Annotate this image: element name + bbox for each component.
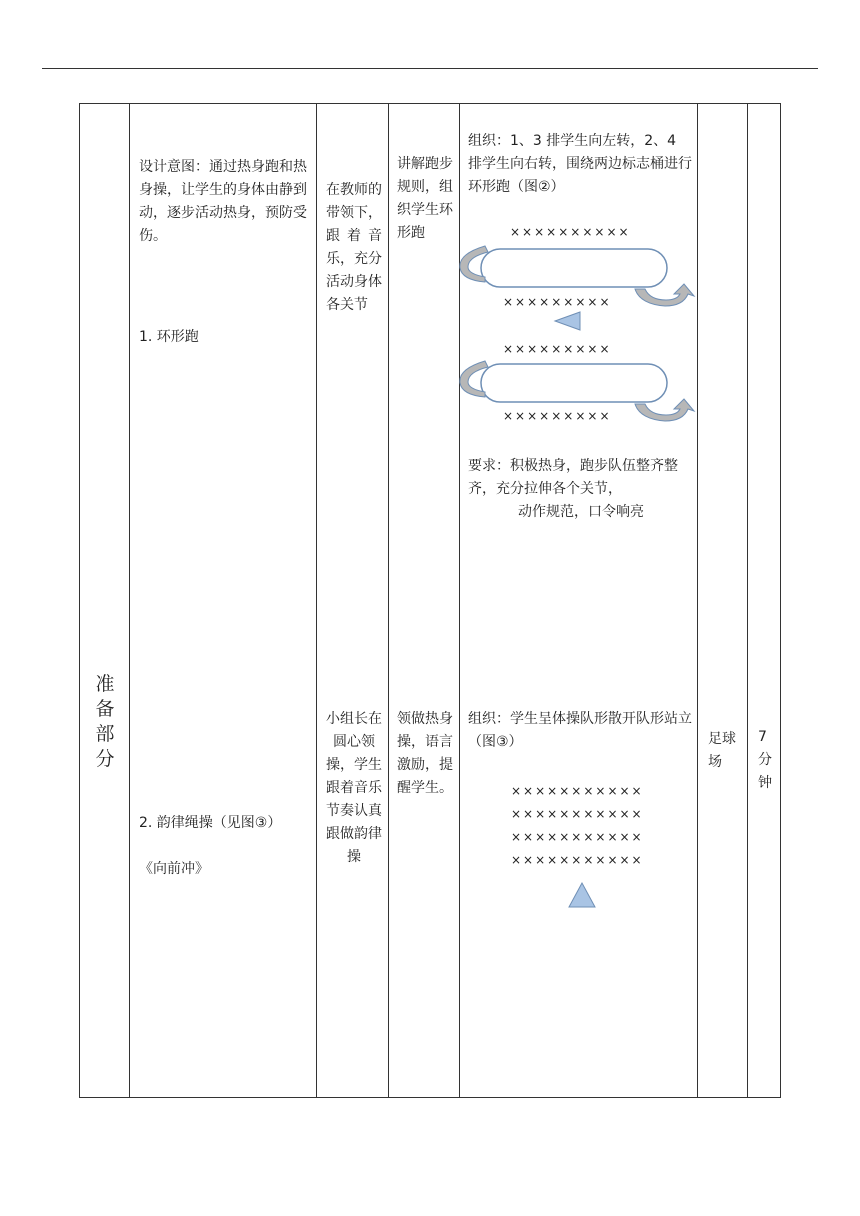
student-activity-2: 小组长在圆心领操，学生跟着音乐节奏认真跟做韵律操	[326, 711, 382, 865]
formation-row: ×××××××××	[503, 409, 612, 423]
formation-row: ×××××××××	[503, 342, 612, 356]
organization-1: 组织：1、3 排学生向左转，2、4 排学生向右转，围绕两边标志桶进行环形跑（图②）	[468, 133, 692, 195]
section-char: 部	[95, 723, 115, 745]
teacher-activity-1: 讲解跑步规则，组织学生环形跑	[397, 156, 453, 241]
teacher-activity-2: 领做热身操，语言激励，提醒学生。	[397, 711, 453, 796]
teacher-marker-icon	[555, 312, 580, 330]
teacher-marker-icon	[569, 883, 595, 907]
venue-field: 足球场	[708, 731, 736, 770]
formation-row: ×××××××××××	[511, 807, 644, 821]
track-oval	[481, 249, 667, 287]
requirement-text-line2: 动作规范，口令响亮	[518, 504, 644, 520]
header-rule	[42, 68, 818, 69]
formation-row: ×××××××××	[503, 295, 612, 309]
student-activity-1: 在教师的带领下，跟着音乐，充分活动身体各关节	[326, 182, 382, 313]
circle-run-diagram	[80, 104, 782, 1099]
section-char: 分	[95, 748, 115, 770]
duration-char: 钟	[758, 775, 772, 791]
duration-char: 分	[758, 752, 772, 768]
formation-row: ×××××××××××	[511, 830, 644, 844]
organization-2: 组织：学生呈体操队形散开队形站立（图③）	[468, 711, 692, 750]
duration-char: 7	[758, 729, 767, 745]
section-char: 备	[95, 698, 115, 720]
requirement-text: 要求：积极热身，跑步队伍整齐整齐，充分拉伸各个关节，	[468, 458, 678, 497]
design-intent: 设计意图：通过热身跑和热身操，让学生的身体由静到动，逐步活动热身，预防受伤。	[139, 159, 307, 244]
duration	[758, 726, 774, 795]
section-char: 准	[95, 673, 115, 695]
track-oval	[481, 364, 667, 402]
music-title: 《向前冲》	[139, 861, 209, 877]
formation-row: ××××××××××	[510, 225, 631, 239]
lesson-plan-table	[79, 103, 781, 1098]
formation-row: ×××××××××××	[511, 784, 644, 798]
item-circle-run: 1. 环形跑	[139, 329, 199, 345]
item-rope-exercise: 2. 韵律绳操（见图③）	[139, 815, 282, 831]
formation-row: ×××××××××××	[511, 853, 644, 867]
